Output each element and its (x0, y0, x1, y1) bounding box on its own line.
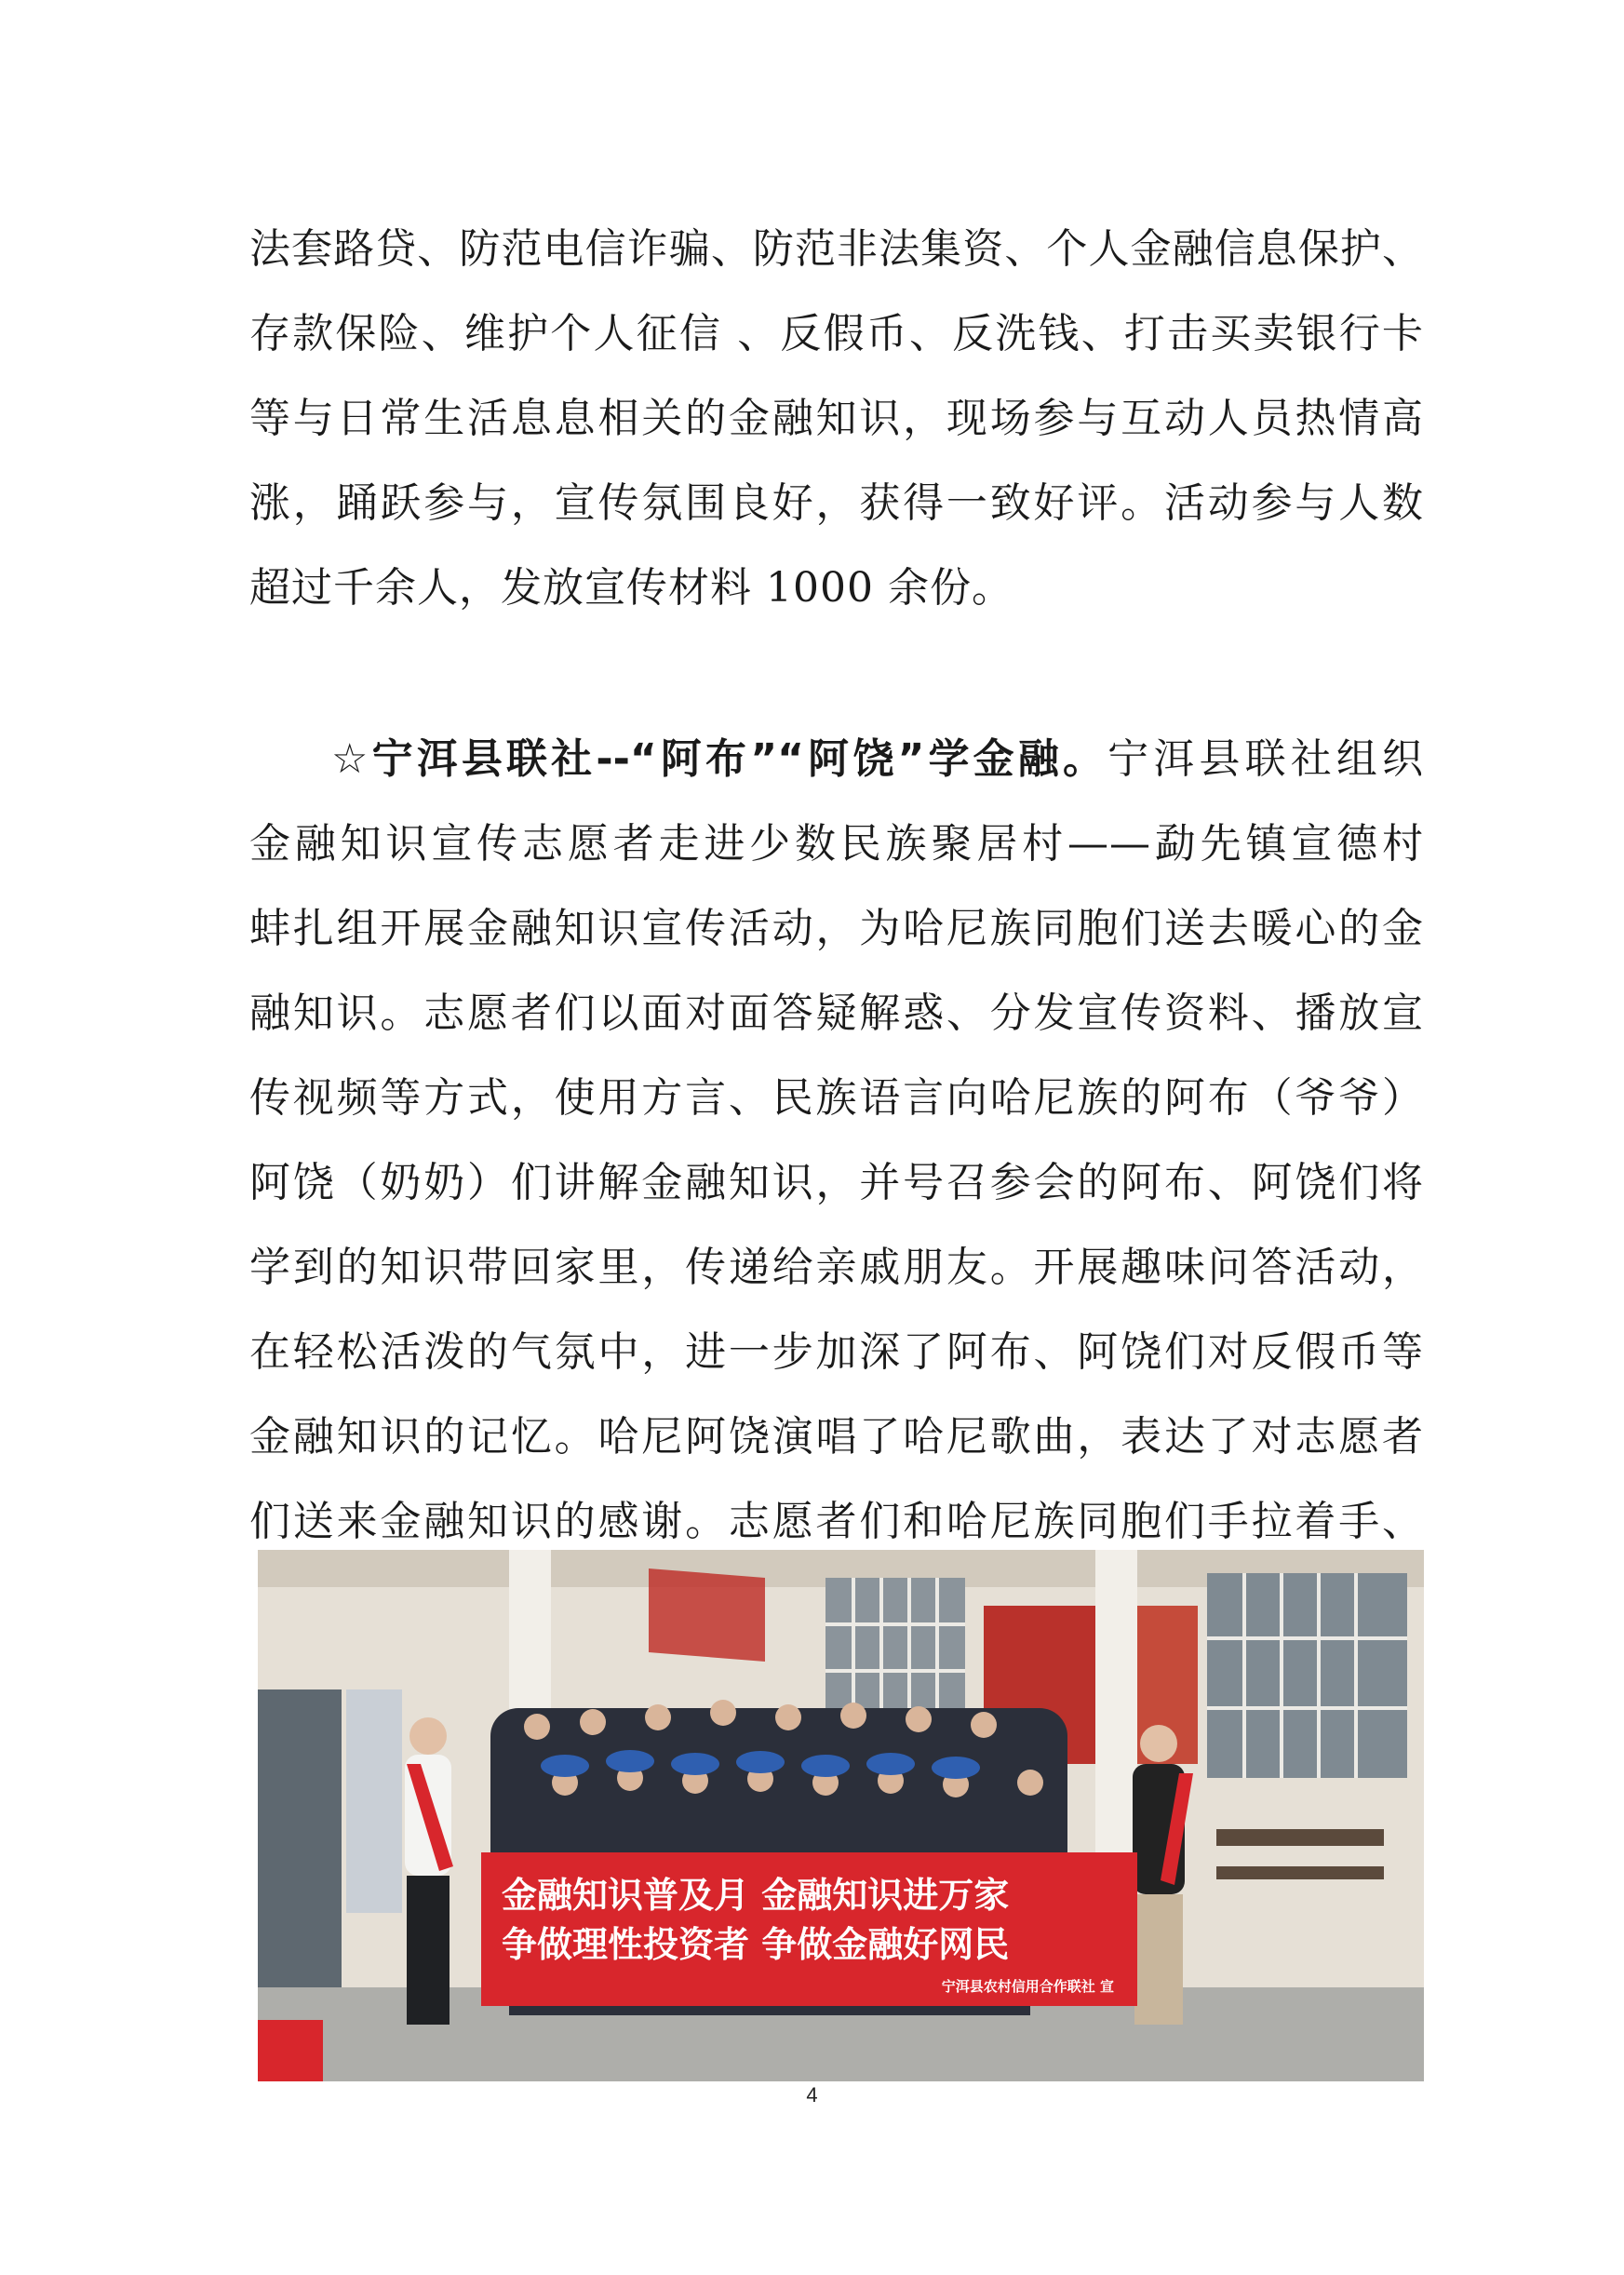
banner-line-1: 金融知识普及月 金融知识进万家 (502, 1875, 1010, 1916)
paragraph-1-line: 存款保险、维护个人征信 、反假币、反洗钱、打击买卖银行卡 (249, 310, 1424, 357)
paragraph-2-line: 金融知识的记忆。哈尼阿饶演唱了哈尼歌曲，表达了对志愿者 (249, 1413, 1424, 1461)
section-heading: ☆宁洱县联社--“阿布”“阿饶”学金融。 (331, 735, 1108, 783)
banner-footer: 宁洱县农村信用合作联社 宣 (941, 1978, 1114, 1995)
paragraph-2-line: 蚌扎组开展金融知识宣传活动，为哈尼族同胞们送去暖心的金 (249, 905, 1424, 952)
paragraph-2-lead-line (249, 717, 1424, 801)
paragraph-2-line: 们送来金融知识的感谢。志愿者们和哈尼族同胞们手拉着手、 (249, 1498, 1424, 1545)
paragraph-1-line: 等与日常生活息息相关的金融知识，现场参与互动人员热情高 (249, 395, 1424, 442)
group-photo (258, 1550, 1424, 2081)
lead-rest-text: 宁洱县联社组织 (1107, 735, 1425, 783)
banner-line-2: 争做理性投资者 争做金融好网民 (502, 1924, 1010, 1965)
paragraph-1-line: 法套路贷、防范电信诈骗、防范非法集资、个人金融信息保护、 (249, 225, 1424, 273)
paragraph-1-line: 超过千余人，发放宣传材料 1000 余份。 (249, 564, 1013, 612)
paragraph-1-line: 涨，踊跃参与，宣传氛围良好，获得一致好评。活动参与人数 (249, 479, 1424, 527)
paragraph-1 (249, 207, 1424, 630)
page-number: 4 (806, 2083, 818, 2107)
paragraph-2 (249, 717, 1424, 1564)
paragraph-2-line: 传视频等方式，使用方言、民族语言向哈尼族的阿布（爷爷） (249, 1074, 1424, 1122)
paragraph-2-line: 阿饶（奶奶）们讲解金融知识，并号召参会的阿布、阿饶们将 (249, 1159, 1424, 1206)
group-photo-illustration (258, 1550, 1424, 2081)
paragraph-2-line: 在轻松活泼的气氛中，进一步加深了阿布、阿饶们对反假币等 (249, 1328, 1424, 1376)
paragraph-2-line: 金融知识宣传志愿者走进少数民族聚居村——勐先镇宣德村 (249, 820, 1424, 868)
paragraph-2-line: 学到的知识带回家里，传递给亲戚朋友。开展趣味问答活动， (249, 1244, 1424, 1291)
paragraph-2-line: 融知识。志愿者们以面对面答疑解惑、分发宣传资料、播放宣 (249, 989, 1424, 1037)
